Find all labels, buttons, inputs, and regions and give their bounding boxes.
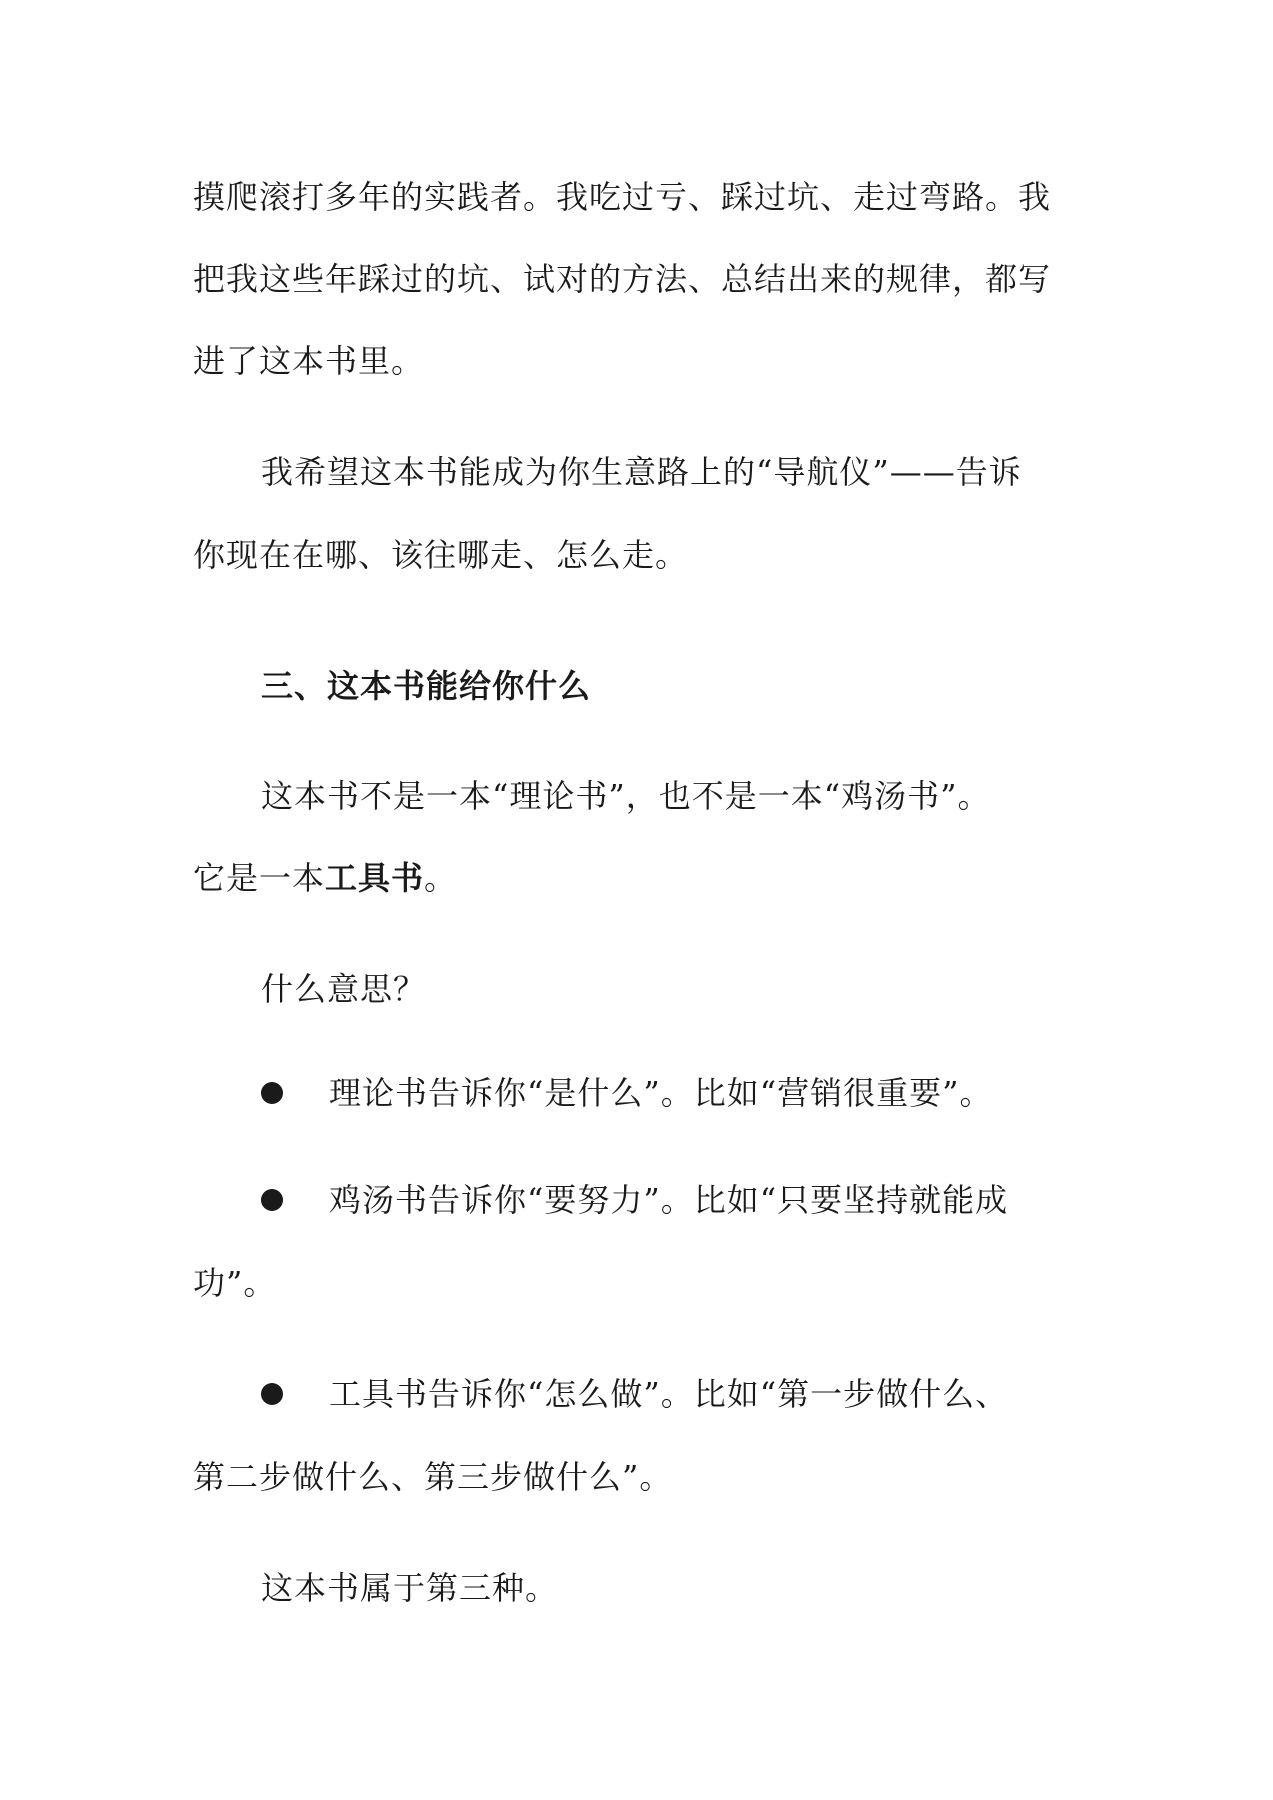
para5: 这本书属于第三种。	[261, 1569, 559, 1607]
para3-line2-suffix: 。	[424, 859, 458, 897]
bullet-dot-3	[261, 1383, 283, 1405]
para1-line2: 把我这些年踩过的坑、试对的方法、总结出来的规律，都写	[193, 260, 1052, 298]
bullet-2-line2: 功”。	[193, 1264, 277, 1302]
para4: 什么意思？	[261, 970, 427, 1008]
para3-line2	[193, 858, 457, 898]
para3-line1: 这本书不是一本“理论书”，也不是一本“鸡汤书”。	[261, 777, 991, 815]
bullet-2-line1: 鸡汤书告诉你“要努力”。比如“只要坚持就能成	[329, 1181, 1009, 1219]
para3-line2-prefix: 它是一本	[193, 859, 326, 897]
bullet-dot-2	[261, 1189, 283, 1211]
para2-line2: 你现在在哪、该往哪走、怎么走。	[193, 536, 689, 574]
para1-line3: 进了这本书里。	[193, 342, 425, 380]
para1-line1: 摸爬滚打多年的实践者。我吃过亏、踩过坑、走过弯路。我	[193, 178, 1052, 216]
bullet-dot-1	[261, 1082, 283, 1104]
para3-line2-bold: 工具书	[325, 859, 425, 897]
bullet-3-line1: 工具书告诉你“怎么做”。比如“第一步做什么、	[329, 1375, 1009, 1413]
bullet-3-line2: 第二步做什么、第三步做什么”。	[193, 1458, 673, 1496]
section-heading: 三、这本书能给你什么	[261, 667, 592, 705]
para2-line1: 我希望这本书能成为你生意路上的“导航仪”——告诉	[261, 453, 1022, 491]
bullet-1-line1: 理论书告诉你“是什么”。比如“营销很重要”。	[329, 1074, 993, 1112]
